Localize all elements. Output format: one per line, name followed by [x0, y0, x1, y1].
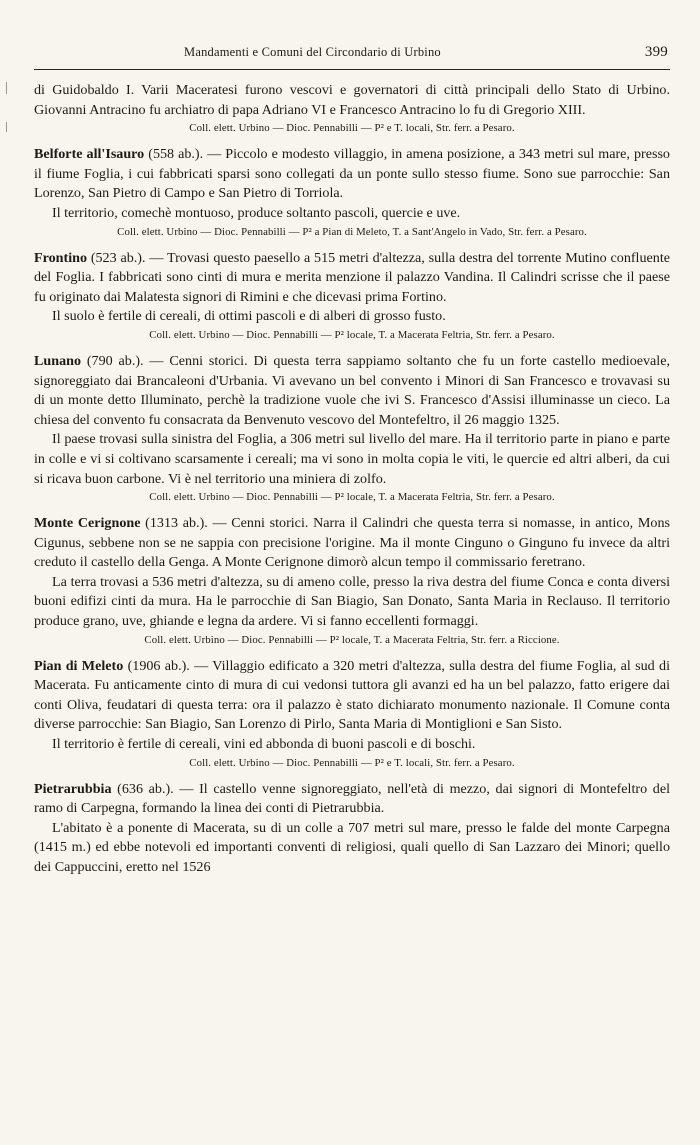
entry-name: Monte Cerignone: [34, 515, 141, 532]
entry-paragraph: (558 ab.). — Piccolo e modesto villaggio, in amena posizione, a 343 metri sul mare, presso il fiume Foglia, i cui fabbricati sparsi sono collegati da un ponte sullo stesso fiume. Sono sue parrocchie: San Lorenzo, San Pietro di Campo e San Pietro di Torriola.: [34, 146, 670, 202]
entry-note: Coll. elett. Urbino — Dioc. Pennabilli — P² e T. locali, Str. ferr. a Pesaro.: [189, 756, 515, 769]
entry-belforte: [34, 145, 670, 239]
entry-pian-di-meleto: [34, 657, 670, 771]
entry-name: Pietrarubbia: [34, 780, 112, 797]
entry-name: Belforte all'Isauro: [34, 146, 145, 163]
header-rule: [34, 69, 670, 70]
entry-note: Coll. elett. Urbino — Dioc. Pennabilli — P² a Pian di Meleto, T. a Sant'Angelo in Vado, Str. ferr. a Pesaro.: [117, 225, 587, 238]
entry-paragraph: (790 ab.). — Cenni storici. Di questa terra sappiamo soltanto che fu un forte castello medioevale, signoreggiato dai Brancaleoni d'Urbania. Vi avevano un bel convento i Minori di San Francesco e trovavasi su di un monte detto Illuminato, perchè la tradizione vuole che ivi S. Francesco d'Assisi illuminasse un cieco. La chiesa del convento fu consacrata da Benvenuto vescovo del Montefeltro, il 26 maggio 1325.: [34, 352, 670, 428]
entry-name: Lunano: [34, 352, 82, 369]
entry-paragraph: Il suolo è fertile di cereali, di ottimi pascoli e di alberi di grosso fusto.: [52, 308, 446, 325]
entry-paragraph: (1313 ab.). — Cenni storici. Narra il Calindri che questa terra si nomasse, in antico, Mons Cigunus, sebbene non se ne sappia con precisione l'origine. Ma il monte Cinguno o Ginguno fu invece da altri creduto il castello della Genga. A Monte Cerignone dimorò alcun tempo il commissario feretrano.: [34, 515, 670, 571]
entry-name: Pian di Meleto: [34, 657, 124, 674]
entry-name: Frontino: [34, 249, 87, 266]
entry-paragraph: Il territorio è fertile di cereali, vini ed abbonda di buoni pascoli e di boschi.: [52, 736, 476, 753]
entry-note: Coll. elett. Urbino — Dioc. Pennabilli — P² locale, T. a Macerata Feltria, Str. ferr. a Pesaro.: [149, 491, 555, 504]
margin-mark: [6, 122, 7, 132]
entry-paragraph: Il paese trovasi sulla sinistra del Foglia, a 306 metri sul livello del mare. Ha il territorio parte in piano e parte in colle e vi si coltivano scarsamente i cereali; ma vi sono in molta copia le viti, le quercie ed altri alberi, da cui si ricava buon carbone. Vi è nel territorio una miniera di zolfo.: [34, 431, 670, 487]
entry-paragraph: L'abitato è a ponente di Macerata, su di un colle a 707 metri sul mare, presso le falde del monte Carpegna (1415 m.) ed ebbe notevoli ed importanti conventi di religiosi, quali quello di San Lazzaro dei Minori; quello dei Cappuccini, eretto nel 1526: [34, 819, 670, 875]
page-number: 399: [644, 44, 668, 60]
document-page: [34, 44, 670, 878]
entry-paragraph: (1906 ab.). — Villaggio edificato a 320 metri d'altezza, sulla destra del fiume Foglia, al sud di Macerata. Fu anticamente cinto di mura di cui vedonsi tuttora gli avanzi ed ha un bel palazzo, fatto erigere dai conti Oliva, feudatari di questa terra: ora il palazzo è stato dichiarato monumento nazionale. Il Comune conta diverse parrocchie: San Biagio, San Lorenzo di Pirlo, Santa Maria di Montiglioni e San Sisto.: [34, 657, 670, 733]
header-title: Mandamenti e Comuni del Circondario di Urbino: [184, 45, 441, 59]
entry-monte-cerignone: [34, 514, 670, 648]
entry-pietrarubbia: [34, 780, 670, 878]
entry-note: Coll. elett. Urbino — Dioc. Pennabilli — P² locale, T. a Macerata Feltria, Str. ferr. a Riccione.: [144, 633, 560, 646]
running-header: [34, 44, 670, 67]
intro-section: [34, 81, 670, 136]
intro-paragraph: di Guidobaldo I. Varii Maceratesi furono vescovi e governatori di città principali dello Stato di Urbino. Giovanni Antracino fu archiatro di papa Adriano VI e Francesco Antracino lo fu di Gregorio XIII.: [34, 82, 670, 118]
entry-paragraph: (636 ab.). — Il castello venne signoreggiato, nell'età di mezzo, dai signori di Montefeltro del ramo di Carpegna, formando la linea dei conti di Pietrarubbia.: [34, 780, 670, 817]
entry-frontino: [34, 249, 670, 343]
entry-lunano: [34, 352, 670, 505]
entry-paragraph: (523 ab.). — Trovasi questo paesello a 515 metri d'altezza, sulla destra del torrente Mutino confluente del Foglia. I fabbricati sono cinti di mura e merita menzione il palazzo Vandina. Il Calindri scrisse che il paese fu originato dai Malatesta signori di Rimini e che dicevasi prima Fortino.: [34, 249, 670, 305]
intro-note: Coll. elett. Urbino — Dioc. Pennabilli — P² e T. locali, Str. ferr. a Pesaro.: [189, 122, 515, 135]
entry-paragraph: La terra trovasi a 536 metri d'altezza, su di ameno colle, presso la riva destra del fiume Conca e conta diversi buoni edifizi cinti da mura. Ha le parrocchie di San Biagio, San Donato, Santa Maria in Reclauso. Il territorio produce grano, uve, ghiande e legna da ardere. Vi si fanno eccellenti formaggi.: [34, 573, 670, 630]
margin-mark: [6, 82, 7, 94]
entry-note: Coll. elett. Urbino — Dioc. Pennabilli — P² locale, T. a Macerata Feltria, Str. ferr. a Pesaro.: [149, 328, 555, 341]
entry-paragraph: Il territorio, comechè montuoso, produce soltanto pascoli, quercie e uve.: [52, 204, 461, 221]
